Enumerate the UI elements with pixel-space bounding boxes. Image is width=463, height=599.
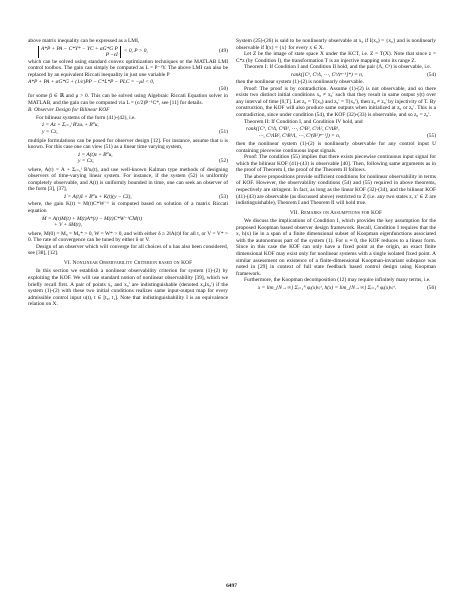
paragraph-ltv-formulation: multiple formulations can be posed for observer design [12]. For instance, assume that u is known. For this case one can view (51) as a linear time varying system, [28,137,228,151]
equation-number-52: (52) [219,158,228,165]
rank-condition-54: rank([Cʰ, CʰΛ, ⋯, CʰΛⁿ⁻¹]*) = n, [290,71,364,78]
section-heading-vii: VII. Remarks on Assumptions for KOF [289,209,383,216]
equation-50 [28,79,228,86]
paragraph-observability-intro: In this section we establish a nonlinear observability criterion for system (1)-(2) by exploiting the KOF. We will use standard notion of nonlinear observability [39], which we briefly recall first. A pair of points x₀ and x₀′ are indistinguishable (denoted x₀Ix₀′) if the system (1)-(2) with these two initial conditions realizes same input-output map for every admissible control input u(t), t ∈ [t₀, t₁]. Note that indistinguishability I is an equivalence relation on X. [28,268,228,308]
paragraph-bilinear-intro: For bilinear systems of the form (41)-(42), i.e. [36,114,136,121]
lmi-matrix [38,46,121,58]
paragraph-koopman-decomposition: Furthermore, the Koopman decomposition (12) may require infinitely many terms, i.e. [244,277,431,284]
equation-50-number-row [28,86,228,93]
equation-number-49: (49) [219,48,228,55]
eq52-line-1: ż = A(t)z + B⁰u, [78,151,113,158]
equation-52 [28,152,228,165]
rank-condition-55-line-2: ⋯, CʰΛB², CʰB¹Λ, ⋯, Cʰ(B²)ⁿ⁻¹]) = n, [258,132,341,139]
paragraph-kalman: where, A(t) = A + Σᵢ₌₁ˡ Bⁱuᵢ(t), and use well-known Kalman type methods of designing observers of time-varying linear system. For instance, if the system (52) is uniformly completely observable, and A(t) is uniformly bounded in time, one can seek an observer of the form [3], [37], [28,166,228,193]
riccati-line-2: + V + δM(t), [54,222,82,229]
paragraph-observer-all-u: Design of an observer which will converge for all choices of u has also been considered, see [38], [12]. [28,243,228,257]
koopman-expansion: x = lim_{N→∞} Σᵢ₌₁ᴺ φᵢ(x)vᵢˣ, h(x) = lim_{N→∞} Σᵢ₌₁ᴺ φᵢ(x)vᵢʰ. [257,284,397,291]
left-column [28,38,228,308]
proof-theorem-1: Proof: The proof is by contradiction. Assume (1)-(2) is not observable, and so there exists two distinct initial conditions x₀ ≠ x₀′ such that they result in same output y(t) over any interval of time [0,T]. Let z₀ = T(x₀) and z₀′ = T(x₀′), then z₀ ≠ z₀′ by injectivity of T. By construction, the KOF will also produce same outputs when initialized at z₀ or z₀′. This is a contradiction, since under condition (54), the KOF (32)-(33) is observable, and so z₀ = z₀′. [236,85,436,119]
paragraph-gain: where, the gain K(t) = M(t)C*W⁻¹ is computed based on solution of a matrix Riccati equation [28,201,228,215]
theorem-2: Theorem II: If Condition I, and Condition IV hold, and [244,118,363,125]
riccati-line-1: Ṁ = A(t)M(t) + M(t)A*(t) − M(t)C*W⁻¹CM(t) [42,215,143,222]
paragraph-riccati-solver: for some β ∈ ℝ and μ > 0. This can be solved using Algebraic Riccati Equation solver in MATLAB, and the gain can be computed via L = (ϵ/2)P⁻¹C*, see [11] for details. [28,93,228,106]
intro-text: above matrix inequality can be expressed as a LMI, [28,38,140,44]
paragraph-image-z: Let Z be the image of state space X under the KCT, i.e. Z = T(X). Note that since z = C*z (by Condition I), the transformation T is an injective mapping onto its range Z. [236,51,436,64]
eq51-line-1: ż = Az + Σᵢ₌₁ˡ Bⁱzuᵢ + B⁰u, [42,122,99,129]
equation-49 [28,46,228,58]
lmi-row-1: A*P + PA − C*Y* − YC + αG*G P [41,45,118,52]
paragraph-lmi-solution: which can be solved using standard convex optimization techniques or the MATLAB LMI control toolbox. The gain can simply be computed as L = P⁻¹Y. The above LMI can also be replaced by an equivalent Riccati inequality in just one variable P [28,58,228,78]
page-number: 6497 [226,583,237,589]
paragraph-sufficient-conditions: The above propositions provide sufficient conditions for nonlinear observability in terms of KOF. However, the observability conditions (54) and (55) required in above theorems, respectively are stringent. In fact, as long as the linear KOF (32)-(34), and the bilinear KOF (41)-(43) are observable (as discussed above) restricted to Z (i.e. any two states z, z′ ∈ Z are indistinguishable), Theorem I and Theorem II will hold true. [236,173,436,207]
equation-number-54: (54) [427,71,436,78]
paragraph-initial-conditions: where, M(0) = M₀ = M₀* > 0, W = W* > 0, and with either δ ≥ 2‖A(t)‖ for all t, or V = V* > 0. The rate of convergence can be tuned by either δ or V. [28,230,228,244]
equation-51 [28,122,228,135]
theorem-1: Theorem I: If Condition I and Condition II hold, and the pair (Λ, Cʰ) is observable, i.e. [244,64,431,71]
equation-54 [236,72,436,79]
equation-56 [236,285,436,292]
equation-number-51: (51) [219,129,228,136]
equation-number-50: (50) [219,85,228,92]
equation-55 [236,126,436,139]
equation-53 [28,194,228,201]
rank-condition-55-line-1: rank([Cʰ, CʰΛ, CʰB¹, ⋯, CʰB², CʰΛ², CʰΛB¹, [246,126,340,133]
paragraph-theorem2-conclusion: then the nonlinear system (1)-(2) is nonlinearly observable for any control input U containing piecewise continuous input signals. [236,141,436,154]
paragraph-observable-definition: System (25)-(26) is said to be nonlinearly observable at x₀ if I(x₀) = {x₀} and is nonlinearly observable if I(x) = {x} for every x ∈ X. [236,38,436,51]
paragraph-condition-i: We discuss the implications of Condition I, which provides the key assumption for the proposed Koopman based observer design framework. Recall, Condition I requires that the x, h(x) lie in a span of a finite dimensional subset of Koopman eigenfunctions associated with the autonomous part of the system (1). For u ≡ 0, the KOF reduces to a linear form. Since in this case the KOF can only have a fixed point at the origin, an exact finite dimensional KOF may exist only for nonlinear systems with a single isolated fixed point. A similar assessment on existence of a finite-dimensional Koopman-invariant subspace was noted in [29] in context of full state feedback based control design using Koopman framework. [236,218,436,277]
equation-number-55: (55) [427,132,436,139]
equation-number-56: (56) [427,284,436,291]
paragraph-theorem1-conclusion: then the nonlinear system (1)-(2) is nonlinearly observable. [236,79,364,86]
riccati-inequality: A*P + PA + αG*G + (1/ϵ)PP − C*L*P − PLC = −μI < 0, [28,79,155,86]
equation-riccati-matrix [28,216,228,229]
observer-equation: ẑ̇ = A(t)ẑ + B⁰u + K(t)(y − Cẑ), [64,193,132,200]
eq52-line-2: y = Cz, [78,158,94,165]
lmi-rhs: < 0, P > 0, [123,48,148,55]
right-column [236,38,436,292]
section-heading-vi: VI. Nonlinear Observability Criterion based on KOF [63,259,193,266]
equation-number-53: (53) [219,193,228,200]
lmi-row-2: P −ϵI [105,51,118,58]
eq51-line-2: y = Cz, [42,129,58,136]
proof-theorem-2: Proof: The condition (55) implies that there exists piecewise continuous input signal for which the bilinear KOF (41)-(43) is observable [40]. Then, following same arguments as in the proof of Theorem I, the proof of the Theorem II follows. [236,154,436,174]
subsection-heading-bilinear: B. Observer Design for Bilinear KOF [28,107,110,114]
